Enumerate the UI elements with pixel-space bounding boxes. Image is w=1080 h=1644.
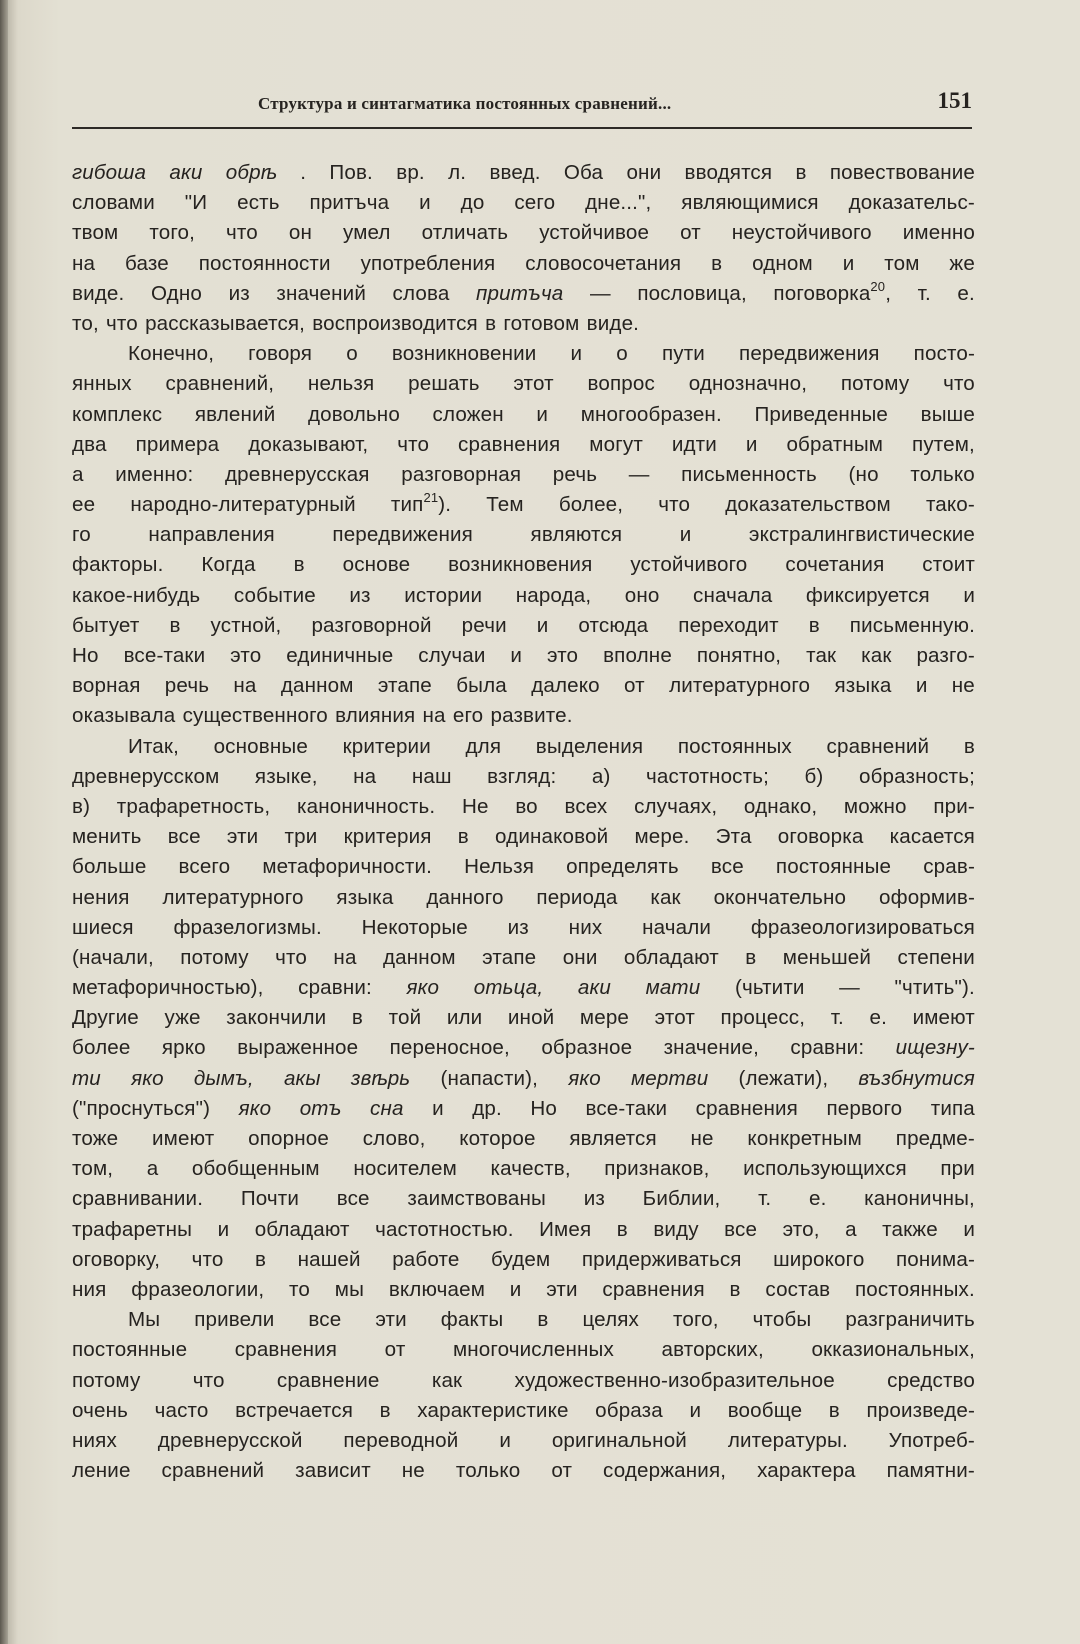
text-line: твом того, что он умел отличать устойчивое от неустойчивого именно bbox=[72, 221, 975, 245]
text-line: очень часто встречается в характеристике образа и вообще в произведе- bbox=[72, 1398, 975, 1422]
page-header bbox=[72, 90, 972, 130]
text-line: то, что рассказывается, воспроизводится в готовом виде. bbox=[72, 311, 640, 335]
text-line: Другие уже закончили в той или иной мере этот процесс, т. е. имеют bbox=[72, 1006, 975, 1030]
text-line: ворная речь на данном этапе была далеко от литературного языка и не bbox=[72, 674, 975, 698]
text-line: комплекс явлений довольно сложен и многообразен. Приведенные выше bbox=[72, 402, 975, 426]
page-number: 151 bbox=[937, 88, 972, 113]
text-line: Конечно, говоря о возникновении и о пути передвижения посто- bbox=[128, 342, 975, 366]
text-line: сравнивании. Почти все заимствованы из Библии, т. е. каноничны, bbox=[72, 1187, 975, 1211]
text-line: два примера доказывают, что сравнения могут идти и обратным путем, bbox=[72, 432, 975, 456]
text-line: бытует в устной, разговорной речи и отсюда переходит в письменную. bbox=[72, 613, 975, 637]
text-line: потому что сравнение как художественно-изобразительное средство bbox=[72, 1368, 975, 1392]
text-line: трафаретны и обладают частотностью. Имея в виду все это, а также и bbox=[72, 1217, 975, 1241]
paragraph-2 bbox=[72, 339, 975, 731]
text-line: том, а обобщенным носителем качеств, признаков, использующихся при bbox=[72, 1157, 975, 1181]
paragraph-4 bbox=[72, 1305, 975, 1486]
text-line: а именно: древнерусская разговорная речь — письменность (но только bbox=[72, 462, 975, 486]
text-line: на базе постоянности употребления словосочетания в одном и том же bbox=[72, 251, 975, 275]
text-line: ниях древнерусской переводной и оригинальной литературы. Употреб- bbox=[72, 1428, 975, 1452]
text-line: ти яко дымъ, акы звѣрь (напасти), яко мертви (лежати), възбнутися bbox=[72, 1066, 975, 1090]
text-line: менить все эти три критерия в одинаковой мере. Эта оговорка касается bbox=[72, 825, 975, 849]
text-line: более ярко выраженное переносное, образное значение, сравни: ищезну- bbox=[72, 1036, 975, 1060]
text-line: нения литературного языка данного периода как окончательно оформив- bbox=[72, 885, 975, 909]
text-line: оговорку, что в нашей работе будем придерживаться широкого понима- bbox=[72, 1247, 975, 1271]
text-line: постоянные сравнения от многочисленных авторских, окказиональных, bbox=[72, 1338, 975, 1362]
running-title: Структура и синтагматика постоянных сравнений... bbox=[258, 94, 672, 113]
text-line: метафоричностью), сравни: яко отьца, аки мати (чьтити — "чтить"). bbox=[72, 976, 975, 1000]
text-line: шиеся фразелогизмы. Некоторые из них начали фразеологизироваться bbox=[72, 915, 975, 939]
text-line: (начали, потому что на данном этапе они обладают в меньшей степени bbox=[72, 945, 975, 969]
text-line: го направления передвижения являются и экстралингвистические bbox=[72, 523, 975, 547]
paragraph-3 bbox=[72, 732, 975, 1306]
text-line: словами "И есть притъча и до сего дне...", являющимися доказательс- bbox=[72, 191, 975, 215]
book-spine-shadow bbox=[0, 0, 8, 1644]
text-line: ее народно-литературный тип$^{21}$). Тем более, что доказательством тако- bbox=[72, 490, 975, 517]
text-line: факторы. Когда в основе возникновения устойчивого сочетания стоит bbox=[72, 553, 975, 577]
text-line: виде. Одно из значений слова притъча — пословица, поговорка$^{20}$, т. е. bbox=[72, 278, 975, 305]
text-line: Мы привели все эти факты в целях того, чтобы разграничить bbox=[128, 1308, 975, 1332]
text-line: янных сравнений, нельзя решать этот вопрос однозначно, потому что bbox=[72, 372, 975, 396]
text-line: Итак, основные критерии для выделения постоянных сравнений в bbox=[128, 734, 975, 758]
text-line: какое-нибудь событие из истории народа, оно сначала фиксируется и bbox=[72, 583, 975, 607]
paragraph-1 bbox=[72, 158, 975, 339]
text-line: больше всего метафоричности. Нельзя определять все постоянные срав- bbox=[72, 855, 975, 879]
body-text bbox=[72, 158, 975, 1486]
text-line: ния фразеологии, то мы включаем и эти сравнения в состав постоянных. bbox=[72, 1277, 975, 1301]
text-line: ("проснуться") яко отъ сна и др. Но все-таки сравнения первого типа bbox=[72, 1096, 975, 1120]
text-line: древнерусском языке, на наш взгляд: а) частотность; б) образность; bbox=[72, 764, 975, 788]
text-line: оказывала существенного влияния на его развите. bbox=[72, 704, 573, 728]
text-line: гибоша аки обрѣ . Пов. вр. л. введ. Оба они вводятся в повествование bbox=[72, 161, 975, 184]
text-line: в) трафаретность, каноничность. Не во всех случаях, однако, можно при- bbox=[72, 794, 975, 818]
text-line: Но все-таки это единичные случаи и это вполне понятно, так как разго- bbox=[72, 644, 975, 667]
header-rule bbox=[72, 127, 972, 129]
text-line: тоже имеют опорное слово, которое является не конкретным предме- bbox=[72, 1127, 975, 1150]
text-line: ление сравнений зависит не только от содержания, характера памятни- bbox=[72, 1459, 975, 1483]
